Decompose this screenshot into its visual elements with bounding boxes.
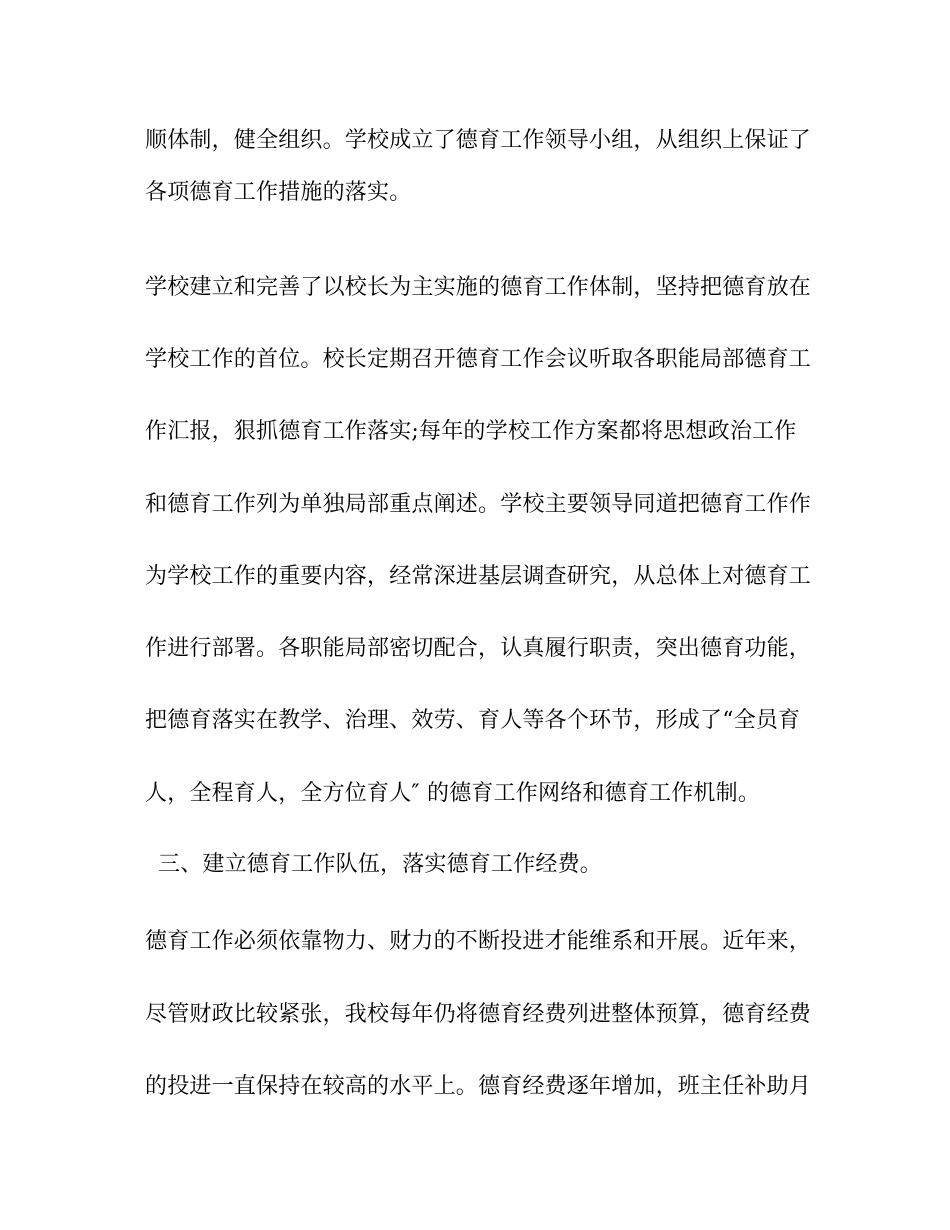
paragraph-line: 各项德育工作措施的落实。 <box>145 180 412 205</box>
paragraph-line: 的投进一直保持在较高的水平上。德育经费逐年增加，班主任补助月 <box>145 1074 812 1099</box>
paragraph-line: 作进行部署。各职能局部密切配合，认真履行职责，突出德育功能， <box>145 636 812 661</box>
paragraph-line: 为学校工作的重要内容，经常深进基层调查研究，从总体上对德育工 <box>145 564 812 589</box>
paragraph-line: 德育工作必须依靠物力、财力的不断投进才能维系和开展。近年来， <box>145 929 812 954</box>
section-heading: 三、建立德育工作队伍，落实德育工作经费。 <box>158 852 603 877</box>
paragraph-line: 作汇报，狠抓德育工作落实;每年的学校工作方案都将思想政治工作 <box>145 419 797 444</box>
paragraph-line: 顺体制，健全组织。学校成立了德育工作领导小组，从组织上保证了 <box>145 128 812 153</box>
paragraph-line: 和德育工作列为单独局部重点阐述。学校主要领导同道把德育工作作 <box>145 492 812 517</box>
paragraph-line: 学校建立和完善了以校长为主实施的德育工作体制，坚持把德育放在 <box>145 275 812 300</box>
paragraph-line: 尽管财政比较紧张，我校每年仍将德育经费列进整体预算，德育经费 <box>145 1002 812 1027</box>
paragraph-line: 把德育落实在教学、治理、效劳、育人等各个环节，形成了“全员育 <box>145 708 801 733</box>
paragraph-line: 学校工作的首位。校长定期召开德育工作会议听取各职能局部德育工 <box>145 347 812 372</box>
paragraph-line: 人，全程育人，全方位育人″ 的德育工作网络和德育工作机制。 <box>145 781 761 806</box>
